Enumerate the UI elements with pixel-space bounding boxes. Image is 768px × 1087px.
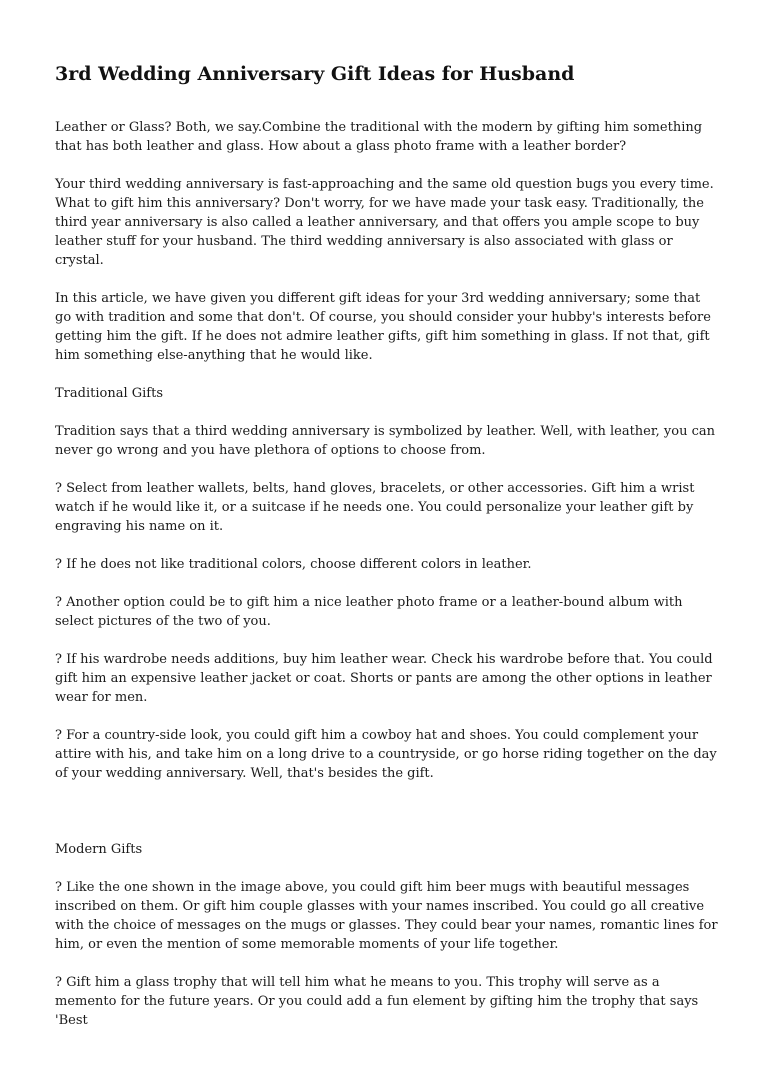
paragraph-tradition: Tradition says that a third wedding anniversary is symbolized by leather. Well, with leather, you can never go wrong and you have plethora of options to choose from. — [55, 424, 715, 458]
bullet-leather-colors: ? If he does not like traditional colors, choose different colors in leather. — [55, 557, 532, 572]
document-page — [55, 60, 720, 1049]
document-title: 3rd Wedding Anniversary Gift Ideas for Husband — [55, 63, 575, 85]
paragraph-context: Your third wedding anniversary is fast-approaching and the same old question bugs you every time. What to gift him this anniversary? Don't worry, for we have made your task easy. Traditionally, the third year anniversary is also called a leather anniversary, and that offers you ample scope to buy leather stuff for your husband. The third wedding anniversary is also associated with glass or crystal. — [55, 177, 714, 268]
paragraph-intro: Leather or Glass? Both, we say.Combine the traditional with the modern by gifting him something that has both leather and glass. How about a glass photo frame with a leather border? — [55, 120, 703, 154]
bullet-glass-trophy: ? Gift him a glass trophy that will tell him what he means to you. This trophy will serve as a memento for the future years. Or you could add a fun element by gifting him the trophy that says 'Best — [55, 975, 699, 1028]
bullet-leather-accessories: ? Select from leather wallets, belts, hand gloves, bracelets, or other accessories. Gift him a wrist watch if he would like it, or a suitcase if he needs one. You could personalize your leather gift by engraving his name on it. — [55, 481, 695, 534]
paragraph-article-overview: In this article, we have given you different gift ideas for your 3rd wedding anniversary; some that go with tradition and some that don't. Of course, you should consider your hubby's interests before getting him the gift. If he does not admire leather gifts, gift him something in glass. If not that, gift him something else-anything that he would like. — [55, 291, 711, 363]
bullet-beer-mugs: ? Like the one shown in the image above, you could gift him beer mugs with beautiful messages inscribed on them. Or gift him couple glasses with your names inscribed. You could go all creative with the choice of messages on the mugs or glasses. They could bear your names, romantic lines for him, or even the mention of some memorable moments of your life together. — [55, 880, 718, 952]
section-heading-modern: Modern Gifts — [55, 842, 143, 857]
bullet-country-side: ? For a country-side look, you could gift him a cowboy hat and shoes. You could complement your attire with his, and take him on a long drive to a countryside, or go horse riding together on the day of your wedding anniversary. Well, that's besides the gift. — [55, 728, 717, 781]
bullet-photo-frame: ? Another option could be to gift him a nice leather photo frame or a leather-bound album with select pictures of the two of you. — [55, 595, 683, 629]
blank-space — [55, 802, 720, 840]
bullet-leather-wear: ? If his wardrobe needs additions, buy him leather wear. Check his wardrobe before that. You could gift him an expensive leather jacket or coat. Shorts or pants are among the other options in leather wear for men. — [55, 652, 713, 705]
section-heading-traditional: Traditional Gifts — [55, 386, 163, 401]
